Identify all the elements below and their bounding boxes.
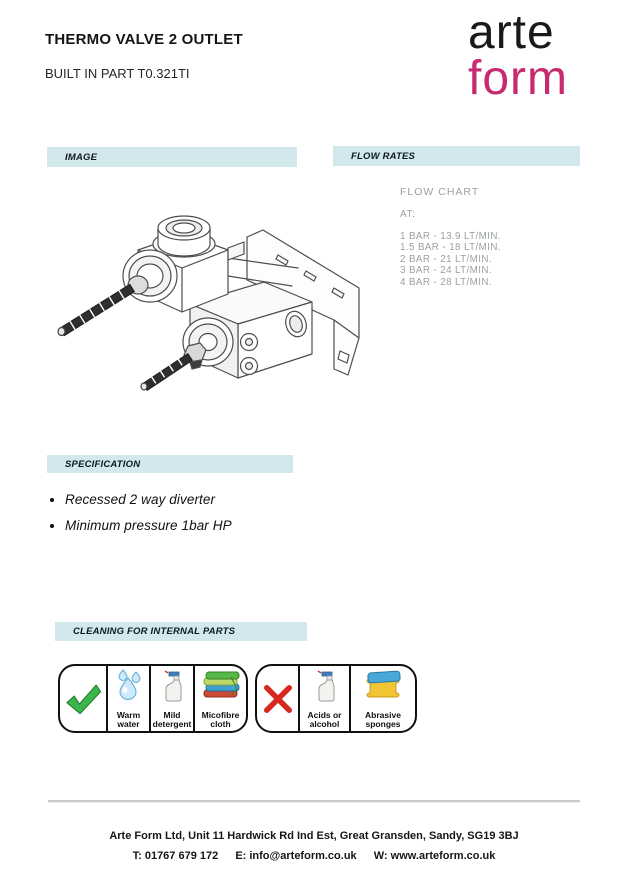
section-header-specification-label: SPECIFICATION bbox=[65, 458, 141, 470]
warm-water-cell bbox=[106, 666, 149, 731]
mild-detergent-cell bbox=[149, 666, 193, 731]
section-header-flow-rates bbox=[333, 146, 580, 166]
footer-phone: T: 01767 679 172 bbox=[132, 850, 219, 862]
cleaning-not-allowed-box bbox=[255, 664, 417, 733]
cleaning-allowed-box bbox=[58, 664, 248, 733]
section-header-image-label: IMAGE bbox=[65, 151, 98, 163]
cleaning-item-label: Abrasive sponges bbox=[365, 710, 401, 729]
microfibre-cloth-icon bbox=[201, 669, 241, 700]
footer-web: W: www.arteform.co.uk bbox=[373, 850, 496, 862]
arteform-logo bbox=[468, 6, 568, 105]
footer-address: Arte Form Ltd, Unit 11 Hardwick Rd Ind Est, Great Gransden, Sandy, SG19 3BJ bbox=[109, 830, 519, 842]
section-header-cleaning bbox=[55, 622, 307, 641]
section-header-image bbox=[47, 147, 297, 167]
part-number: BUILT IN PART T0.321TI bbox=[45, 66, 190, 81]
section-header-cleaning-label: CLEANING FOR INTERNAL PARTS bbox=[73, 626, 236, 637]
flow-rate-line: 2 BAR - 21 LT/MIN. bbox=[400, 253, 492, 265]
specification-list bbox=[47, 492, 232, 544]
abrasive-sponges-cell bbox=[349, 666, 415, 731]
spec-bullet: • Minimum pressure 1bar HP bbox=[65, 518, 232, 533]
page-title: THERMO VALVE 2 OUTLET bbox=[45, 31, 243, 48]
valve-line-art-icon bbox=[50, 192, 370, 424]
flow-rate-line: 1.5 BAR - 18 LT/MIN. bbox=[400, 242, 501, 254]
cleaning-item-label: Micofibre cloth bbox=[201, 710, 240, 729]
section-header-specification bbox=[47, 455, 293, 473]
footer-divider bbox=[48, 800, 580, 802]
valve-isometric-drawing bbox=[50, 192, 370, 424]
cleaning-item-label: Mild detergent bbox=[152, 710, 192, 729]
logo-word-form: form bbox=[468, 52, 568, 105]
acids-alcohol-cell bbox=[298, 666, 349, 731]
flow-chart-title: FLOW CHART bbox=[400, 186, 480, 198]
footer-email: E: info@arteform.co.uk bbox=[235, 850, 357, 862]
flow-chart-block bbox=[400, 186, 501, 288]
flow-rate-line: 3 BAR - 24 LT/MIN. bbox=[400, 265, 492, 277]
footer bbox=[0, 826, 628, 866]
spray-bottle-icon bbox=[312, 669, 338, 702]
green-check-icon bbox=[64, 682, 102, 716]
microfibre-cloth-cell bbox=[193, 666, 246, 731]
cleaning-item-label: Acids or alcohol bbox=[307, 710, 342, 729]
flow-chart-at-label: AT: bbox=[400, 209, 416, 220]
red-cross-icon bbox=[262, 683, 294, 715]
flow-rate-line: 4 BAR - 28 LT/MIN. bbox=[400, 276, 492, 288]
allowed-mark-cell bbox=[60, 666, 106, 731]
flow-rate-line: 1 BAR - 13.9 LT/MIN. bbox=[400, 231, 501, 242]
section-header-flow-rates-label: FLOW RATES bbox=[351, 150, 416, 162]
cleaning-item-label: Warm water bbox=[116, 710, 141, 729]
logo-word-arte: arte bbox=[468, 6, 555, 59]
footer-contacts bbox=[0, 846, 628, 866]
spray-bottle-icon bbox=[159, 669, 185, 702]
water-drops-icon bbox=[114, 669, 144, 701]
abrasive-sponge-icon bbox=[362, 669, 404, 700]
spec-bullet: • Recessed 2 way diverter bbox=[65, 492, 232, 507]
denied-mark-cell bbox=[257, 666, 298, 731]
